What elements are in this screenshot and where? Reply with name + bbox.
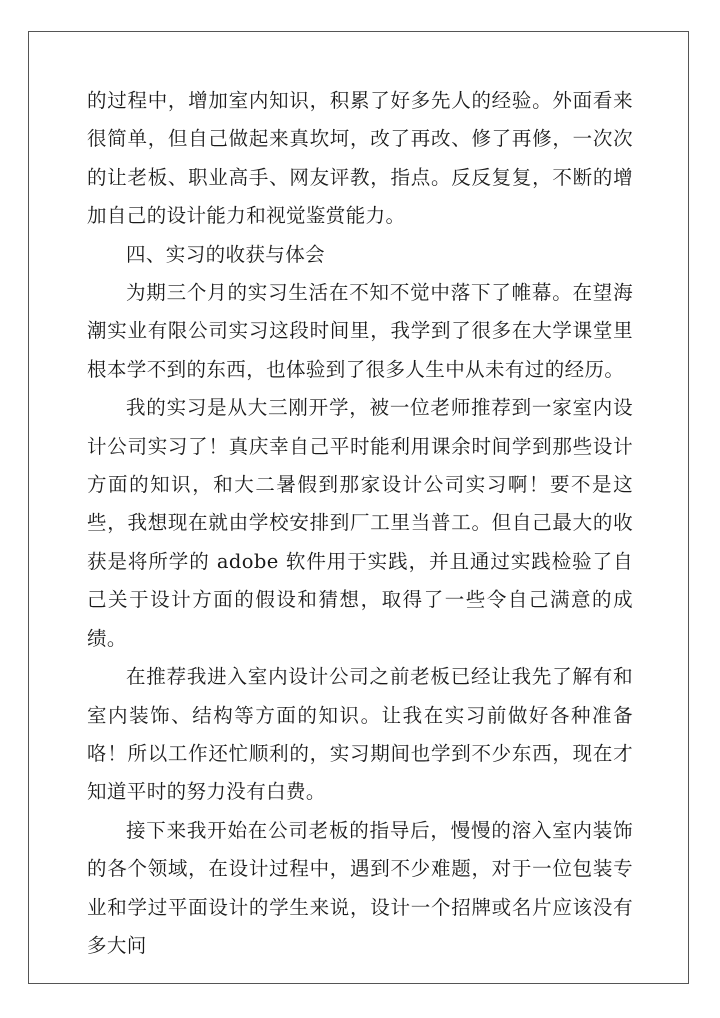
paragraph-internship-start: 我的实习是从大三刚开学，被一位老师推荐到一家室内设计公司实习了！真庆幸自己平时能利用课余时间学到那些设计方面的知识，和大二暑假到那家设计公司实习啊！要不是这些，我想现在就由学校安排到厂工里当普工。但自己最大的收获是将所学的 adobe 软件用于实践，并且通过实践检验了自己关于设计方面的假设和猜想，取得了一些令自己满意的成绩。 [87,396,633,650]
paragraph-internship-summary: 为期三个月的实习生活在不知不觉中落下了帷幕。在望海潮实业有限公司实习这段时间里，我学到了很多在大学课堂里根本学不到的东西，也体验到了很多人生中从未有过的经历。 [87,281,633,381]
paragraph-preparation: 在推荐我进入室内设计公司之前老板已经让我先了解有和室内装饰、结构等方面的知识。让我在实习前做好各种准备咯！所以工作还忙顺利的，实习期间也学到不少东西，现在才知道平时的努力没有白费。 [87,665,633,804]
section-heading: 四、实习的收获与体会 [126,242,326,266]
paragraph-next-steps: 接下来我开始在公司老板的指导后，慢慢的溶入室内装饰的各个领域，在设计过程中，遇到不少难题，对于一位包装专业和学过平面设计的学生来说，设计一个招牌或名片应该没有多大问 [87,818,633,957]
paragraph-continuation: 的过程中，增加室内知识，积累了好多先人的经验。外面看来很简单，但自己做起来真坎坷，改了再改、修了再修，一次次的让老板、职业高手、网友评教，指点。反反复复，不断的增加自己的设计能力和视觉鉴赏能力。 [87,89,633,228]
document-body [87,82,633,965]
